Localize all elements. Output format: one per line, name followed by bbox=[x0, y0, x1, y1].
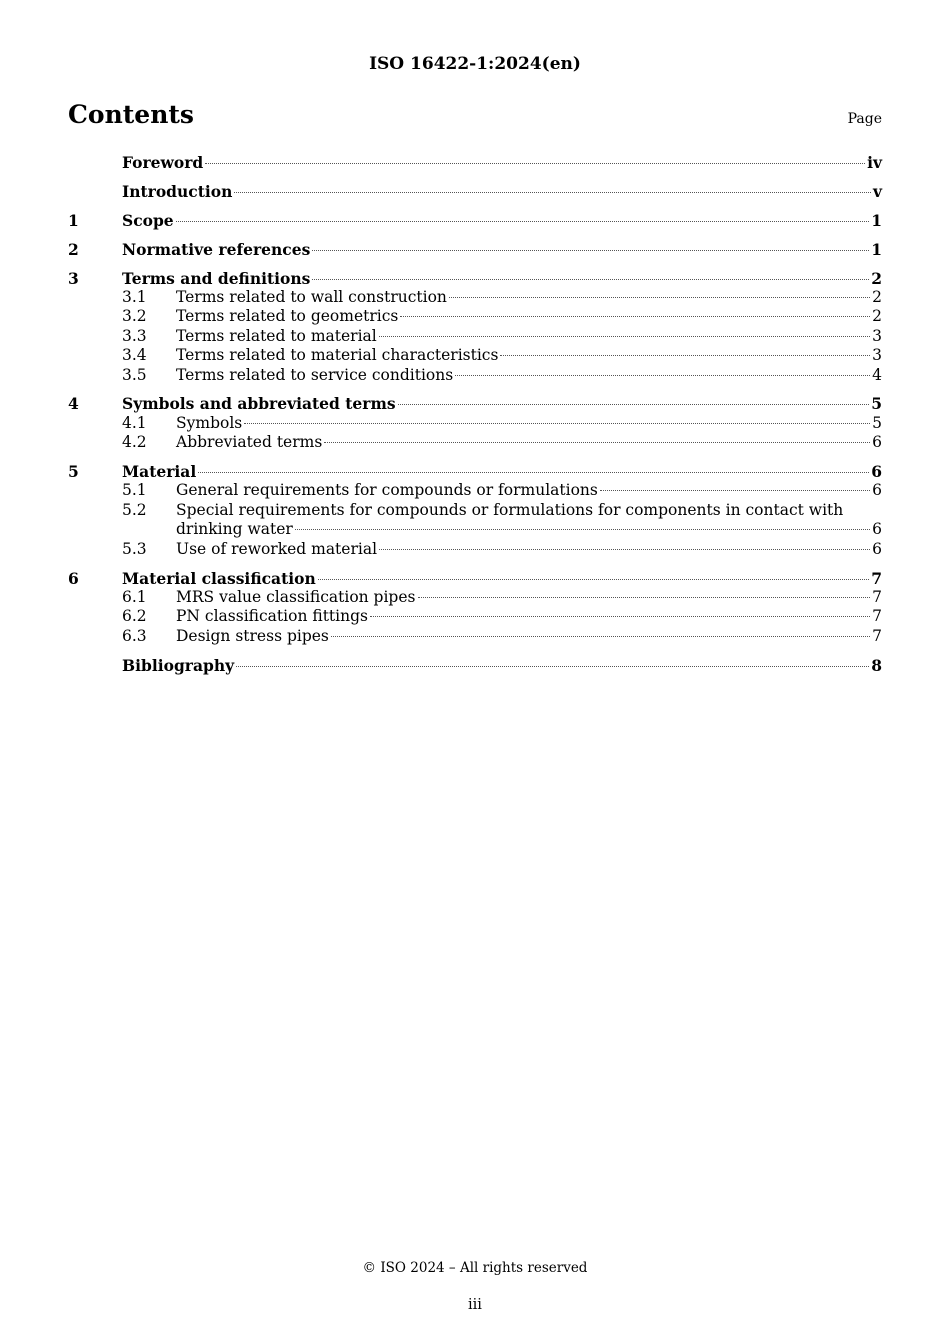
toc-page-number: 3 bbox=[872, 346, 882, 365]
dot-leader bbox=[312, 279, 869, 280]
page-column-label: Page bbox=[847, 111, 882, 127]
dot-leader bbox=[318, 579, 869, 580]
toc-entry-title: Symbols bbox=[176, 413, 243, 432]
dot-leader bbox=[324, 442, 870, 443]
toc-entry-title: Terms related to wall construction bbox=[176, 287, 447, 306]
dot-leader bbox=[455, 375, 870, 376]
page-number: iii bbox=[468, 1297, 482, 1313]
toc-entry-number: 5.2 bbox=[122, 500, 147, 519]
toc-entry[interactable] bbox=[68, 153, 882, 172]
toc-page-number: iv bbox=[867, 153, 882, 172]
toc-entry-title: Terms and definitions bbox=[122, 268, 311, 288]
toc-subentry[interactable] bbox=[68, 288, 882, 307]
toc-page-number: 2 bbox=[871, 268, 882, 288]
dot-leader bbox=[176, 221, 870, 222]
dot-leader bbox=[418, 597, 871, 598]
toc-entry-title: Terms related to geometrics bbox=[176, 307, 399, 326]
toc-page-number: 7 bbox=[872, 607, 882, 626]
toc-entry-title: Scope bbox=[122, 210, 174, 230]
dot-leader bbox=[236, 666, 869, 667]
toc-entry-number: 3.2 bbox=[122, 307, 147, 326]
toc-entry[interactable] bbox=[68, 394, 882, 413]
toc-entry-title: General requirements for compounds or formulations bbox=[176, 481, 598, 500]
dot-leader bbox=[244, 423, 870, 424]
toc-page-number: 6 bbox=[872, 481, 882, 500]
toc-entry-title: Terms related to service conditions bbox=[176, 365, 454, 384]
toc-entry[interactable] bbox=[68, 182, 882, 201]
toc-entry-title: Bibliography bbox=[122, 655, 235, 675]
toc-page-number: 6 bbox=[872, 433, 882, 452]
dot-leader bbox=[379, 336, 870, 337]
dot-leader bbox=[379, 549, 870, 550]
toc-page-number: 1 bbox=[871, 239, 882, 259]
toc-entry-number: 5.1 bbox=[122, 481, 147, 500]
toc-subentry[interactable] bbox=[68, 307, 882, 326]
copyright-notice: © ISO 2024 – All rights reserved bbox=[362, 1260, 588, 1276]
toc-entry-number: 6.3 bbox=[122, 626, 147, 645]
toc-entry-title: PN classification fittings bbox=[176, 607, 368, 626]
dot-leader bbox=[234, 192, 871, 193]
dot-leader bbox=[449, 297, 870, 298]
toc-entry-title: Material bbox=[122, 462, 197, 482]
dot-leader bbox=[312, 250, 869, 251]
toc-entry-number: 3.5 bbox=[122, 365, 147, 384]
toc-page-number: 6 bbox=[871, 462, 882, 482]
toc-page-number: 2 bbox=[872, 307, 882, 326]
toc-subentry[interactable] bbox=[68, 627, 882, 646]
toc-entry-title-continued: drinking water bbox=[176, 520, 293, 539]
toc-entry[interactable] bbox=[68, 462, 882, 481]
toc-entry-number: 4.1 bbox=[122, 413, 147, 432]
toc-entry-title: Foreword bbox=[122, 153, 204, 172]
toc-entry-number: 6.2 bbox=[122, 607, 147, 626]
toc-entry-title: MRS value classification pipes bbox=[176, 587, 416, 606]
dot-leader bbox=[295, 529, 870, 530]
toc-entry-number: 3.3 bbox=[122, 326, 147, 345]
toc-subentry[interactable] bbox=[68, 366, 882, 385]
toc-page-number: 7 bbox=[871, 568, 882, 588]
toc-entry-title: Terms related to material bbox=[176, 326, 377, 345]
dot-leader bbox=[600, 490, 870, 491]
toc-subentry[interactable] bbox=[68, 327, 882, 346]
toc-subentry[interactable] bbox=[68, 501, 882, 540]
toc-entry-title: Abbreviated terms bbox=[176, 433, 323, 452]
toc-subentry[interactable] bbox=[68, 540, 882, 559]
contents-title: Contents bbox=[68, 100, 195, 129]
toc-page-number: 1 bbox=[871, 210, 882, 230]
dot-leader bbox=[500, 355, 870, 356]
toc-subentry[interactable] bbox=[68, 346, 882, 365]
toc-subentry[interactable] bbox=[68, 414, 882, 433]
toc-entry-title: Introduction bbox=[122, 181, 233, 201]
toc-page-number: 2 bbox=[872, 287, 882, 306]
dot-leader bbox=[400, 316, 870, 317]
dot-leader bbox=[205, 163, 865, 164]
toc-entry-title: Material classification bbox=[122, 568, 316, 588]
toc-entry-number: 6.1 bbox=[122, 587, 147, 606]
toc-page-number: 5 bbox=[871, 394, 882, 414]
contents-title-row bbox=[68, 100, 882, 129]
toc-entry[interactable] bbox=[68, 240, 882, 259]
toc-entry-title: Symbols and abbreviated terms bbox=[122, 394, 396, 414]
dot-leader bbox=[370, 616, 870, 617]
toc-subentry[interactable] bbox=[68, 433, 882, 452]
toc-entry-title: Special requirements for compounds or formulations for components in contact with bbox=[176, 500, 844, 519]
toc-entry-number: 2 bbox=[68, 239, 79, 259]
toc-entry-number: 1 bbox=[68, 210, 79, 230]
toc-page-number: v bbox=[872, 181, 882, 201]
toc-subentry[interactable] bbox=[68, 607, 882, 626]
toc-entry-number: 3.4 bbox=[122, 346, 147, 365]
toc-entry-number: 5 bbox=[68, 462, 79, 482]
toc-entry[interactable] bbox=[68, 211, 882, 230]
toc-entry-number: 3.1 bbox=[122, 287, 147, 306]
toc-entry-number: 5.3 bbox=[122, 539, 147, 558]
toc-page-number: 3 bbox=[872, 326, 882, 345]
toc-entry-title: Terms related to material characteristics bbox=[176, 346, 499, 365]
toc-entry-number: 4 bbox=[68, 394, 79, 414]
toc-page-number: 4 bbox=[872, 365, 882, 384]
toc-entry-title: Design stress pipes bbox=[176, 626, 329, 645]
toc-subentry[interactable] bbox=[68, 481, 882, 500]
toc-page-number: 7 bbox=[872, 587, 882, 606]
table-of-contents bbox=[68, 153, 882, 675]
dot-leader bbox=[198, 472, 869, 473]
toc-page-number: 7 bbox=[872, 626, 882, 645]
toc-entry[interactable] bbox=[68, 569, 882, 588]
toc-page-number: 5 bbox=[872, 413, 882, 432]
toc-entry-number: 4.2 bbox=[122, 433, 147, 452]
toc-entry-title: Normative references bbox=[122, 239, 311, 259]
toc-page-number: 6 bbox=[872, 520, 882, 539]
document-identifier: ISO 16422-1:2024(en) bbox=[369, 54, 581, 74]
toc-entry-number: 6 bbox=[68, 568, 79, 588]
dot-leader bbox=[398, 404, 870, 405]
toc-entry[interactable] bbox=[68, 656, 882, 675]
toc-entry-title: Use of reworked material bbox=[176, 539, 378, 558]
toc-page-number: 6 bbox=[872, 539, 882, 558]
toc-entry-number: 3 bbox=[68, 268, 79, 288]
dot-leader bbox=[331, 636, 870, 637]
toc-subentry[interactable] bbox=[68, 588, 882, 607]
toc-entry[interactable] bbox=[68, 269, 882, 288]
toc-page-number: 8 bbox=[871, 655, 882, 675]
